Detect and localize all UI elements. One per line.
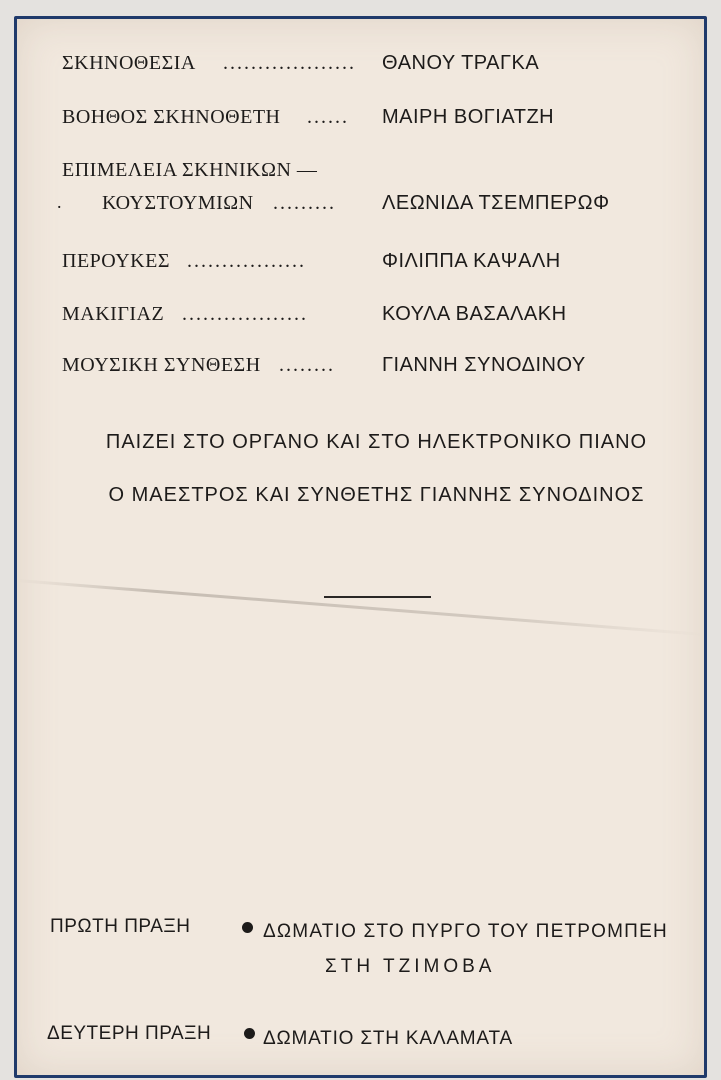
credit-role: ΠΕΡΟΥΚΕΣ [62, 250, 170, 272]
act-setting-first-line2: ΣΤΗ ΤΖΙΜΟΒΑ [325, 956, 496, 977]
credit-role: ΕΠΙΜΕΛΕΙΑ ΣΚΗΝΙΚΩΝ — [62, 159, 318, 181]
credit-name: ΚΟΥΛΑ ΒΑΣΑΛΑΚΗ [382, 303, 567, 325]
credit-dots: .................. [182, 303, 308, 325]
credit-name: ΦΙΛΙΠΠΑ ΚΑΨΑΛΗ [382, 250, 561, 272]
credit-name: ΛΕΩΝΙΔΑ ΤΣΕΜΠΕΡΩΦ [382, 192, 610, 214]
credit-name: ΘΑΝΟΥ ΤΡΑΓΚΑ [382, 52, 540, 74]
credit-role: ΒΟΗΘΟΣ ΣΚΗΝΟΘΕΤΗ [62, 106, 281, 128]
music-note-line1: ΠΑΙΖΕΙ ΣΤΟ ΟΡΓΑΝΟ ΚΑΙ ΣΤΟ ΗΛΕΚΤΡΟΝΙΚΟ ΠΙΑΝΟ [105, 431, 648, 453]
credit-role: ΜΑΚΙΓΙΑΖ [62, 303, 165, 325]
credit-dots: ...... [307, 106, 349, 128]
credit-row-costumes [17, 192, 704, 226]
credit-row-wigs [17, 250, 704, 284]
credit-row-sets-heading [17, 159, 704, 193]
bullet-icon [242, 922, 253, 933]
credit-name: ΓΙΑΝΝΗ ΣΥΝΟΔΙΝΟΥ [382, 354, 586, 376]
credit-role: ΣΚΗΝΟΘΕΣΙΑ [62, 52, 196, 74]
credit-role: ΜΟΥΣΙΚΗ ΣΥΝΘΕΣΗ [62, 354, 261, 376]
stray-dot: . [57, 192, 62, 212]
credit-row-assistant-director [17, 106, 704, 140]
credit-dots: ................... [223, 52, 356, 74]
act-setting-second: ΔΩΜΑΤΙΟ ΣΤΗ ΚΑΛΑΜΑΤΑ [263, 1028, 513, 1049]
act-label-first: ΠΡΩΤΗ ΠΡΑΞΗ [50, 916, 191, 937]
act-label-second: ΔΕΥΤΕΡΗ ΠΡΑΞΗ [47, 1023, 212, 1044]
bullet-icon [244, 1028, 255, 1039]
credit-dots: ........ [279, 354, 335, 376]
section-divider [324, 596, 431, 598]
credit-dots: ......... [273, 192, 336, 214]
paper-fold [17, 579, 702, 636]
credit-dots: ................. [187, 250, 306, 272]
credit-row-direction [17, 52, 704, 86]
program-page [14, 16, 707, 1078]
credit-role: ΚΟΥΣΤΟΥΜΙΩΝ [102, 192, 254, 214]
music-note-line2: Ο ΜΑΕΣΤΡΟΣ ΚΑΙ ΣΥΝΘΕΤΗΣ ΓΙΑΝΝΗΣ ΣΥΝΟΔΙΝΟΣ [108, 484, 645, 506]
credit-row-music [17, 354, 704, 388]
credit-row-makeup [17, 303, 704, 337]
credit-name: ΜΑΙΡΗ ΒΟΓΙΑΤΖΗ [382, 106, 555, 128]
act-setting-first: ΔΩΜΑΤΙΟ ΣΤΟ ΠΥΡΓΟ ΤΟΥ ΠΕΤΡΟΜΠΕΗ [263, 921, 668, 942]
